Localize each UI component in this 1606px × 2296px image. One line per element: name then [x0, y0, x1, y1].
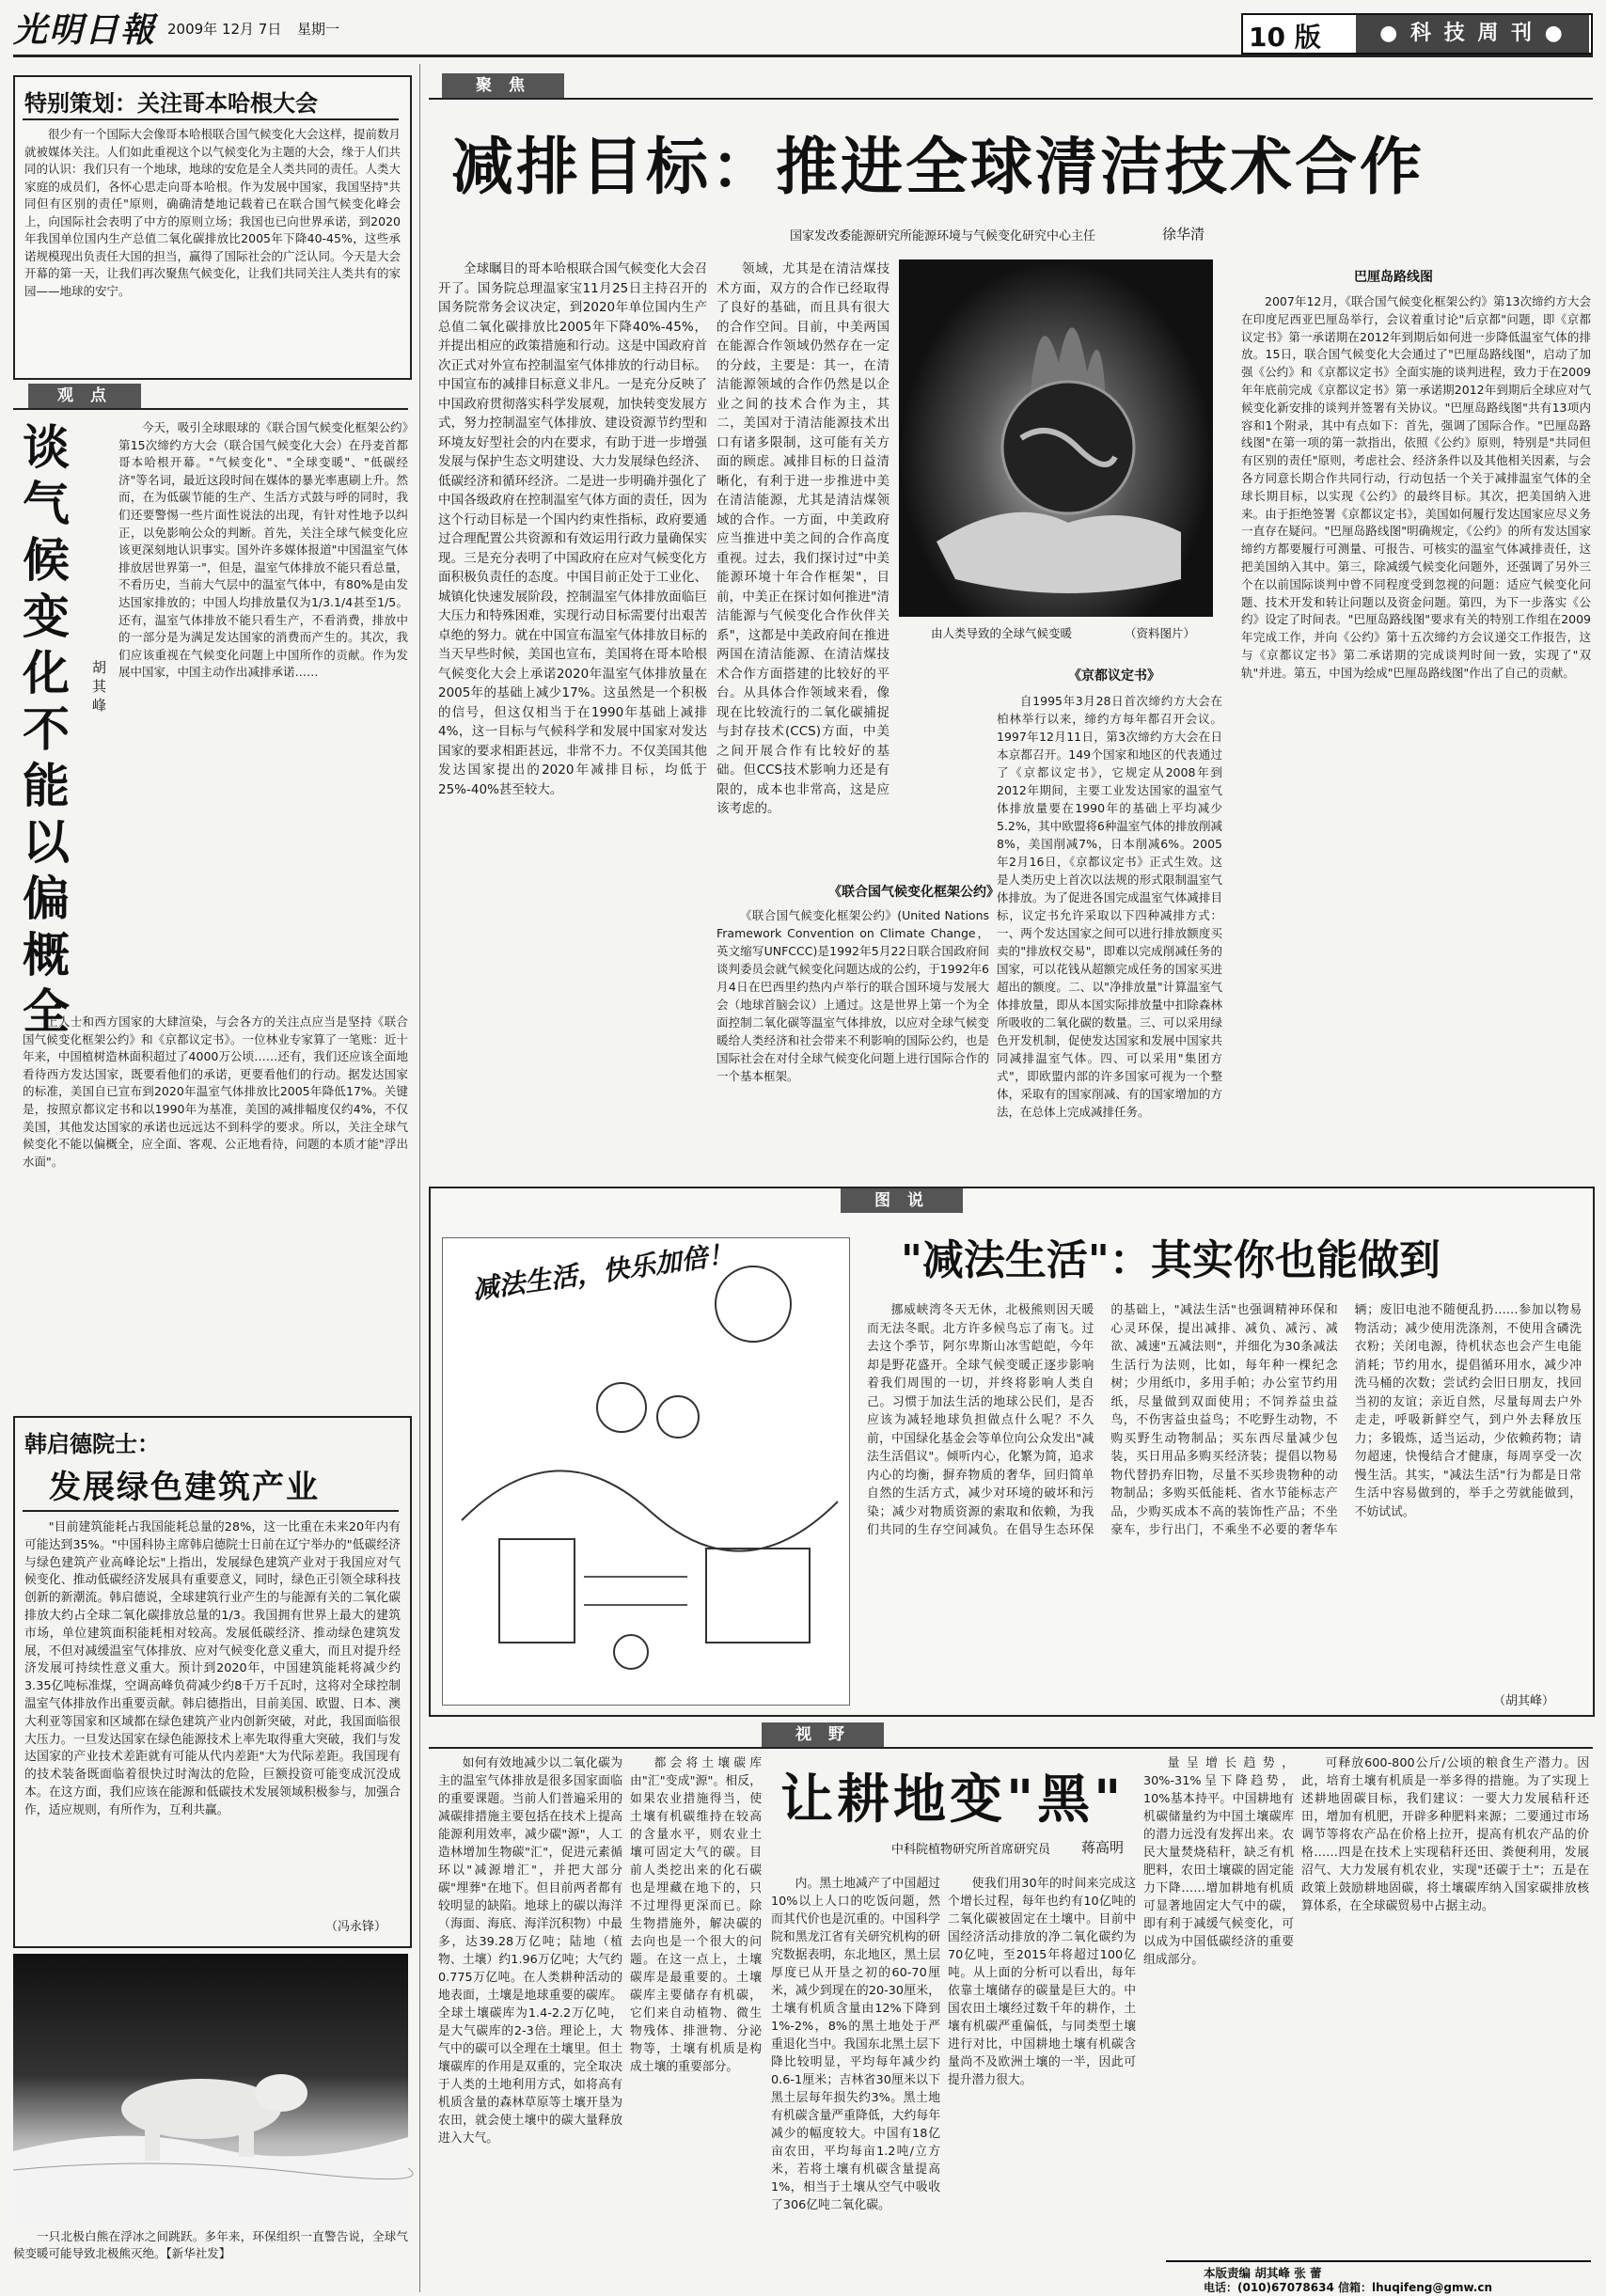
polar-bear-icon	[13, 1954, 408, 2225]
unfccc-subtitle: 《联合国气候变化框架公约》	[828, 885, 1000, 900]
special-plan-body: 很少有一个国际大会像哥本哈根联合国气候变化大会这样，提前数月就被媒体关注。人们如此重视这个以气候变化为主题的大会，缘于人们共同的认识：我们只有一个地球，地球的安危是全人类共同的责任。人类大家庭的成员们，各怀心思走向哥本哈根。作为发展中国家，我国坚持"共同但有区别的责任"原则，确确清楚地记载着已在联合国气候变化峰会上，向国际社会表明了中方的原则立场；我国也已向世界承诺，到2020年我国单位国内生产总值二氧化碳排放比2005年下降40-45%，这些承诺规模现出负责任大国的担当，赢得了国际社会的广泛认同。今天是大会开幕的第一天，让我们再次聚焦气候变化，让我们共同关注人类共有的家园——地球的安宁。	[24, 127, 402, 298]
editor-names: 本版责编 胡其峰 张 蕾	[1204, 2266, 1322, 2280]
burning-earth-icon	[899, 259, 1213, 617]
interview-byline: （冯永锋）	[325, 1920, 387, 1934]
cartoon-illustration	[442, 1237, 850, 1706]
focus-author: 徐华清	[1162, 226, 1205, 243]
issue-date: 2009年 12月 7日	[167, 21, 282, 38]
viewpoint-rule	[13, 408, 408, 410]
focus-title: 减排目标：推进全球清洁技术合作	[451, 130, 1425, 203]
kyoto-body: 自1995年3月28日首次缔约方大会在柏林举行以来，缔约方每年都召开会议。1997年12月11日，第3次缔约方大会在日本京都召开。149个国家和地区的代表通过了《京都议定书》，它规定从2008年到2012年期间，主要工业发达国家的温室气体排放量要在1990年的基础上平均减少5.2%，其中欧盟将6种温室气体的排放削减8%，美国削减7%，日本削减6%。2005年2月16日，《京都议定书》正式生效。这是人类历史上首次以法规的形式限制温室气体排放。为了促进各国完成温室气体减排目标，议定书允许采取以下四种减排方式：一、两个发达国家之间可以进行排放额度买卖的"排放权交易"，即难以完成削减任务的国家，可以花钱从超额完成任务的国家买进超出的额度。二、以"净排放量"计算温室气体排放量，即从本国实际排放量中扣除森林所吸收的二氧化碳的数量。三、可以采用绿色开发机制，促使发达国家和发展中国家共同减排温室气体。四、可以采用"集团方式"，即欧盟内部的许多国家可视为一个整体，采取有的国家削减、有的国家增加的方法，在总体上完成减排任务。	[997, 694, 1222, 1119]
special-plan-box	[13, 75, 412, 380]
interview-box	[13, 1416, 412, 1948]
viewpoint-body-right: 今天，吸引全球眼球的《联合国气候变化框架公约》第15次缔约方大会（联合国气候变化大会）在丹麦首都哥本哈根开幕。"气候变化"、"全球变暖"、"低碳经济"等名词，最近这段时间在媒体的暴光率惠刷上升。然而，在为低碳节能的生产、生活方式鼓与呼的同时，我们还要警惕一些片面性说法的出现，有针对性地予以纠正，以免影响公众的判断。首先，关注全球气候变化应该更深刻地认识事实。国外许多媒体报道"中国温室气体排放居世界第一"，但是，温室气体排放不能只看总量，不看历史，当前大气层中的温室气体中，有80%是由发达国家排放的；中国人均排放量仅为1/3.1/4甚至1/5。还有，温室气体排放不能只看生产，不看消费，排放中的一部分是为满足发达国家的消费而产生的。其次，我们应该重视在气候变化问题上中国所作的贡献。作为发展中国家，中国主动作出减排承诺……	[118, 420, 408, 680]
focus-col1: 全球瞩目的哥本哈根联合国气候变化大会召开了。国务院总理温家宝11月25日主持召开的国务院常务会议决定，到2020年单位国内生产总值二氧化碳排放比2005年下降40%-45%，并提出相应的政策措施和行动。这是中国政府首次正式对外宣布控制温室气体排放的行动目标。中国宣布的减排目标意义非凡。一是充分反映了中国政府贯彻落实科学发展观，加快转变发展方式，努力控制温室气体排放、建设资源节约型和环境友好型社会的内在要求，有助于进一步增强发展与保护生态文明建设、大力发展绿色经济、低碳经济和循环经济。二是进一步明确并强化了中国各级政府在控制温室气体方面的责任，因为这个行动目标是一个国内约束性指标，政府要通过合理配置公共资源和有效运用行政力量确保实现。三是充分表明了中国政府在应对气候变化方面积极负责任的态度。中国目前正处于工业化、城镇化快速发展阶段，控制温室气体排放面临巨大压力和特殊困难，实现行动目标需要付出艰苦卓绝的努力。就在中国宣布温室气体排放目标的当天早些时候，美国也宣布，美国将在哥本哈根气候变化大会上承诺2020年温室气体排放量在2005年的基础上减少17%。这虽然是一个积极的信号，但这仅相当于在1990年基础上减排4%，这一目标与气候科学和发展中国家对发达国家的要求相距甚远，非常不力。不仅美国其他发达国家提出的2020年减排目标，均低于25%-40%甚至较大。	[438, 261, 707, 797]
kyoto-subtitle: 《京都议定书》	[1068, 668, 1160, 684]
masthead-rule	[13, 55, 1593, 57]
unfccc-body: 《联合国气候变化框架公约》(United Nations Framework Convention on Climate Change，英文缩写UNFCCC)是1992年5月22日联合国政府间谈判委员会就气候变化问题达成的公约，于1992年6月4日在巴西里约热内卢举行的联合国环境与发展大会（地球首脑会议）上通过。这是世界上第一个为全面控制二氧化碳等温室气体排放，以应对全球气候变暖给人类经济和社会带来不利影响的国际公约，也是国际社会在对付全球气候变化问题上进行国际合作的一个基本框架。	[716, 908, 989, 1083]
bali-body: 2007年12月，《联合国气候变化框架公约》第13次缔约方大会在印度尼西亚巴厘岛举行，会议着重讨论"后京都"问题，即《京都议定书》第一承诺期在2012年到期后如何进一步降低温室气体的排放。15日，联合国气候变化大会通过了"巴厘岛路线图"，启动了加强《公约》和《京都议定书》全面实施的谈判进程，致力于在2009年年底前完成《京都议定书》第一承诺期2012年到期后全球应对气候变化新安排的谈判并签署有关协议。"巴厘岛路线图"共有13项内容和1个附录，其中有点如下：首先，强调了国际合作。"巴厘岛路线图"在第一项的第一款指出，依照《公约》原则，特别是"共同但有区别的责任"原则，考虑社会、经济条件以及其他相关因素，与会各方同意长期合作共同行动，行动包括一个关于减排温室气体的全球长期目标，以实现《公约》的最终目标。其次，把美国纳入进来。由于拒绝签署《京都议定书》，美国如何履行发达国家应尽义务一直存在疑问。"巴厘岛路线图"明确规定，《公约》的所有发达国家缔约方都要履行可测量、可报告、可核实的温室气体减排责任，这把美国纳入其中。第三，除减缓气候变化问题外，还强调了另外三个在以前国际谈判中曾不同程度受到忽视的问题：适应气候变化问题、技术开发和转让问题以及资金问题。第四，为下一步落实《公约》设定了时间表。"巴厘岛路线图"要求有关的特别工作组在2009年完成工作，并向《公约》第十五次缔约方会议递交工作报告，这与《京都议定书》第二承诺期的完成谈判时间一致，实现了"双轨"并进。第五，中国为绘成"巴厘岛路线图"作出了自己的贡献。	[1241, 294, 1591, 680]
page-header-box	[1241, 13, 1593, 55]
field-author-line: 中科院植物研究所首席研究员	[891, 1843, 1051, 1857]
newspaper-logo: 光明日報	[13, 10, 157, 50]
cartoon-slogan: 减法生活，快乐加倍！	[470, 1237, 736, 1306]
polar-bear-photo	[13, 1954, 408, 2225]
editor-footer	[1166, 2260, 1591, 2294]
field-title: 让耕地变"黑"	[780, 1769, 1126, 1831]
earth-hand-photo	[899, 259, 1213, 617]
editor-contact: 电话：(010)67078634 信箱：lhuqifeng@gmw.cn	[1204, 2281, 1493, 2294]
column-divider	[419, 64, 420, 2292]
cartoon-family-icon	[443, 1238, 849, 1705]
field-col-right-c: 量呈增长趋势，30%-31%呈下降趋势，10%基本持平。中国耕地有机碳储量约为中国土壤碳库的潜力远没有发挥出来。农民大量焚烧秸秆，缺乏有机肥料，农田土壤碳的固定能力下降……增加耕地有机质可显著地固定大气中的碳，即有利于减缓气候变化，可以成为中国低碳经济的重要组成部分。	[1143, 1756, 1294, 1967]
field-col-left: 如何有效地减少以二氧化碳为主的温室气体排放是很多国家面临的重要课题。当前人们普遍采用的减碳排措施主要包括在技术上提高能源利用效率，减少碳"源"，人工造林增加生物碳"汇"，促进元素循环以"减源增汇"，并把大部分碳"埋葬"在地下。但目前两者都有较明显的缺陷。地球上的碳以海洋（海面、海底、海洋沉积物）中最多，达39.28万亿吨；陆地（植物、土壤）约1.96万亿吨；大气约0.775万亿吨。在人类耕种活动的地表面，土壤是地球重要的碳库。全球土壤碳库为1.4-2.2万亿吨，是大气碳库的2-3倍。理论上，大气中的碳可以全理在土壤里。但土壤碳库的作用是双重的，完全取决于人类的土地利用方式，如将高有机质含量的森林草原等土壤开垦为农田，就会使土壤中的碳大量释放进入大气。	[438, 1756, 622, 2146]
diagram-tab: 图 说	[841, 1188, 963, 1213]
earth-photo-credit: （资料图片）	[1125, 626, 1196, 640]
section-name: ● 科 技 周 刊 ●	[1356, 15, 1589, 53]
field-author: 蒋高明	[1081, 1839, 1125, 1856]
viewpoint-author: 胡其峰	[92, 659, 107, 714]
viewpoint-title: 谈气候变化不能以偏概全	[23, 419, 70, 1039]
focus-rule	[429, 98, 1593, 100]
field-col-mid: 都会将土壤碳库由"汇"变成"源"。相反，如果农业措施得当，使土壤有机碳维持在较高的含量水平，则农业土壤可固定大气的碳。目前人类挖出来的化石碳也是埋藏在地下的，只不过埋得更深而已。除生物措施外，解决碳的去向也是一个很大的问题。在这一点上，土壤碳库是最重要的。土壤碳库主要储存有机碳，它们来自动植物、微生物残体、排泄物、分泌物等，土壤有机质是构成土壤的重要部分。	[630, 1756, 762, 2074]
focus-tab: 聚 焦	[442, 73, 564, 98]
field-col-right-b: 使我们用30年的时间来完成这个增长过程，每年也约有10亿吨的二氧化碳被固定在土壤中。目前中国经济活动排放的净二氧化碳约为70亿吨，至2015年将超过100亿吨。从上面的分析可以看出，每年依靠土壤储存的碳量是巨大的。中国农田土壤经过数千年的耕作，土壤有机碳严重偏低，与同类型土壤进行对比，中国耕地土壤有机碳含量尚不及欧洲土壤的一半，因此可提升潜力很大。	[948, 1877, 1136, 2087]
field-col-right-a: 内。黑土地减产了中国超过10%以上人口的吃饭问题，然而其代价也是沉重的。中国科学院和黑龙江省有关研究机构的研究数据表明，东北地区，黑土层厚度已从开垦之初的60-70厘米，减少到现在的20-30厘米，土壤有机质含量由12%下降到1%-2%，8%的黑土地处于严重退化当中。我国东北黑土层下降比较明显，平均每年减少约0.6-1厘米；吉林省30厘米以下黑土层每年损失约3%。黑土地有机碳含量严重降低，大约每年减少的幅度较大。中国有18亿亩农田，平均每亩1.2吨/立方米，若将土壤有机碳含量提高1%，相当于土壤从空气中吸收了306亿吨二氧化碳。	[771, 1877, 940, 2212]
interview-body: "目前建筑能耗占我国能耗总量的28%，这一比重在未来20年内有可能达到35%。"中国科协主席韩启德院士日前在辽宁举办的"低碳经济与绿色建筑产业高峰论坛"上指出，发展绿色建筑产业对于我国应对气候变化、推动低碳经济发展具有重要意义，同时，绿色正引领全球科技创新的新潮流。韩启德说，全球建筑行业产生的与能源有关的二氧化碳排放大约占全球二氧化碳排放总量的1/3。我国拥有世界上最大的建筑市场，单位建筑面积能耗相对较高。发展低碳经济、推动绿色建筑发展，不但对减缓温室气体排放、应对气候变化意义重大，而且对提升经济发展可持续性意义重大。预计到2020年，中国建筑能耗将减少约3.35亿吨标准煤，空调高峰负荷减少约8千万千瓦时，这将对全球控制温室气体排放作出重要贡献。韩启德指出，目前美国、欧盟、日本、澳大利亚等国家和区域都在绿色建筑产业内创新突破，对此，我国面临很大压力。一旦发达国家在绿色能源技术上率先取得重大突破，我们与发达国家的产业技术差距就有可能从代内差距"大为代际差距。我国现有的技术装备既面临着很快过时淘汰的危险，巨额投资可能变成沉没成本。在这方面，我们应该在能源和低碳技术发展领域积极参与，加强合作，适应规则，有所作为，互利共赢。	[24, 1520, 401, 1817]
field-tab: 视 野	[762, 1722, 884, 1747]
interview-name: 韩启德院士：	[24, 1431, 160, 1457]
special-plan-rule	[23, 118, 399, 120]
bali-subtitle: 巴厘岛路线图	[1354, 270, 1433, 285]
diagram-body: 挪威峡湾冬天无休，北极熊则因天暖而无法冬眠。北方许多候鸟忘了南飞。过去这个季节，阿尔卑斯山冰雪皑皑，今年却是野花盛开。全球气候变暖正逐步影响着我们周围的一切，并终将影响人类自己。习惯于加法生活的地球公民们，是否应该为减轻地球负担做点什么呢？不久前，中国绿化基金会等单位向公众发出"减法生活倡议"。倾听内心，化繁为简，追求内心的均衡，摒弃物质的奢华，回归简单自然的生活方式，减少对环境的破坏和污染；减少对物质资源的索取和依赖，为我们共同的生存空间减负。在倡导生态环保的基础上，"减法生活"也强调精神环保和心灵环保，提出减排、减负、减污、减欲、减速"五减法则"，并细化为30条减法生活行为法则，比如，每年种一棵纪念树；少用纸巾，多用手帕；办公室节约用纸，尽量做到双面使用；不饲养益虫益鸟，不伤害益虫益鸟；不吃野生动物，不购买野生动物制品；买东西尽量减少包装，买日用品多购买经济装；提倡以物易物代替扔弃旧物，尽量不买珍贵物种的动物制品；多购买低能耗、省水节能标志产品，少购买成本不高的装饰性产品；不坐豪车，步行出门，不乘坐不必要的奢华车辆；废旧电池不随便乱扔……参加以物易物活动；减少使用洗涤剂，不使用含磷洗衣粉；关闭电源，待机状态也会产生电能消耗；节约用水，提倡循环用水，减少冲洗马桶的次数；尝试约会旧日朋友，找回当初的友谊；亲近自然，尽量每周去户外走走，呼吸新鲜空气，到户外去释放压力；多锻炼，适当运动，少依赖药物；请勿超速，快慢结合才健康，每周享受一次慢生活。其实，"减法生活"行为都是日常生活中容易做到的，举手之劳就能做到，不妨试试。	[867, 1303, 1582, 1537]
viewpoint-body-bottom: 上人士和西方国家的大肆渲染，与会各方的关注点应当是坚持《联合国气候变化框架公约》和《京都议定书》。一位林业专家算了一笔账：近十年来，中国植树造林面积超过了4000万公顷……还有，我们还应该全面地看待西方发达国家，既要看他们的承诺，更要看他们的行动。据发达国家的标准，美国自已宣布到2020年温室气体排放比2005年降低17%。关键是，按照京都议定书和以1990年为基准，美国的减排幅度仅约4%，不仅美国，其他发达国家的承诺也远远达不到科学的要求。所以，关注全球气候变化不能以偏概全，应全面、客观、公正地看待，问题的本质才能"浮出水面"。	[23, 1014, 408, 1169]
special-plan-title: 特别策划：关注哥本哈根大会	[24, 90, 318, 117]
diagram-box	[429, 1187, 1595, 1717]
interview-title: 发展绿色建筑产业	[49, 1469, 320, 1506]
focus-author-line: 国家发改委能源研究所能源环境与气候变化研究中心主任	[790, 229, 1096, 244]
issue-weekday: 星期一	[297, 21, 340, 38]
earth-photo-caption: 由人类导致的全球气候变暖	[931, 626, 1073, 640]
interview-rule	[23, 1510, 399, 1512]
field-rule	[429, 1747, 1593, 1749]
polar-bear-caption: 一只北极白熊在浮冰之间跳跃。多年来，环保组织一直警告说，全球气候变暖可能导致北极熊灭绝。【新华社发】	[13, 2229, 408, 2260]
diagram-byline: （胡其峰）	[1493, 1694, 1555, 1708]
viewpoint-tab: 观 点	[28, 384, 141, 408]
focus-col2: 领域，尤其是在清洁煤技术方面，双方的合作已经取得了良好的基础，而且具有很大的合作空间。目前，中美两国在能源合作领域仍然存在一定的分歧，主要是：其一，在清洁能源领域的合作仍然是以企业之间的技术合作为主，其二，美国对于清洁能源技术出口有诸多限制，这可能有关方面的顾虑。减排目标的日益清晰化，有利于进一步推进中美在清洁能源，尤其是清洁煤领域的合作。一方面，中美政府应当推进中美之间的合作高度重视。过去，我们探讨过"中美能源环境十年合作框架"，目前，中美正在探讨如何推进"清洁能源与气候变化合作伙伴关系"，这都是中美政府间在推进两国在清洁能源、在清洁煤技术合作方面搭建的比较好的平台。从具体合作领域来看，像现在比较流行的二氧化碳捕捉与封存技术(CCS)方面，中美之间开展合作有比较好的基础。但CCS技术影响力还是有限的，成本也非常高，这是应该考虑的。	[716, 261, 890, 816]
page-number: 10 版	[1249, 22, 1321, 53]
diagram-title: "减法生活"：其实你也能做到	[901, 1236, 1441, 1284]
field-col-far: 可释放600-800公斤/公顷的粮食生产潜力。因此，培育土壤有机质是一举多得的措施。为了实现上述耕地固碳目标，我们建议：一要大力发展秸秆还田，增加有机肥，开辟多种肥料来源；二要通过市场调节等将农产品在价格上拉开，提高有机农产品的价格……四是在技术上实现秸秆还田、粪便利用，发展沼气、大力发展有机农业，实现"还碳于土"；五是在政策上鼓励耕地固碳，将土壤碳库纳入国家碳排放核算体系，在全球碳贸易中占据主动。	[1301, 1756, 1589, 1913]
